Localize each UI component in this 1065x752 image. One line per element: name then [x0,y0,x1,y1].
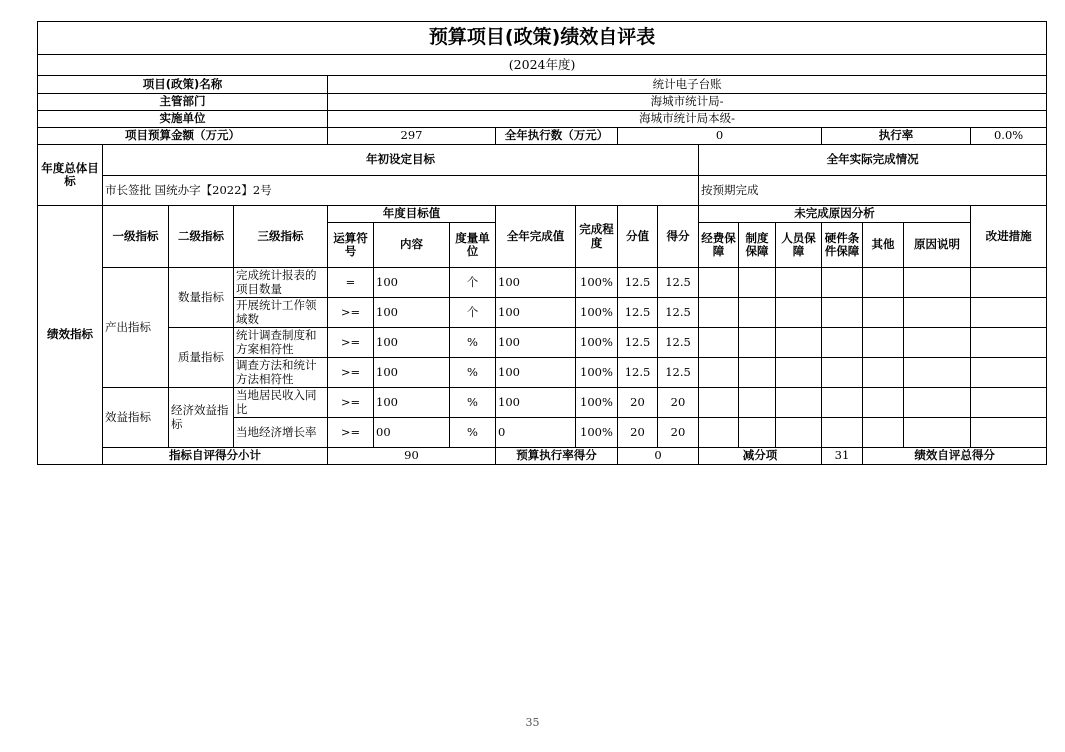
header-staff: 人员保障 [776,223,822,268]
indicator-completed: 100 [496,328,576,358]
indicator-content: 100 [374,328,450,358]
indicator-score: 12.5 [658,328,699,358]
indicator-unit: % [450,328,496,358]
indicator-degree: 100% [576,268,618,298]
indicator-degree: 100% [576,328,618,358]
indicator-value: 12.5 [618,328,658,358]
indicator-name: 当地经济增长率 [234,418,328,448]
self-evaluation-table [37,21,1047,465]
header-measures: 改进措施 [971,206,1047,268]
table-row [38,268,1047,298]
indicator-content: 100 [374,358,450,388]
header-level3: 三级指标 [234,206,328,268]
subtotal-label: 指标自评得分小计 [103,448,328,465]
header-hardware: 硬件条件保障 [822,223,863,268]
group-benefit: 效益指标 [103,388,169,448]
indicator-completed: 100 [496,358,576,388]
indicator-name: 完成统计报表的项目数量 [234,268,328,298]
indicator-name: 开展统计工作领域数 [234,298,328,328]
header-other: 其他 [863,223,904,268]
deduct-value: 31 [822,448,863,465]
rate-value: 0.0% [971,128,1047,145]
header-system: 制度保障 [739,223,776,268]
header-score: 得分 [658,206,699,268]
table-row [38,328,1047,358]
indicator-op: >= [328,328,374,358]
indicator-value: 20 [618,388,658,418]
header-unit: 度量单位 [450,223,496,268]
indicator-score: 12.5 [658,298,699,328]
indicator-op: >= [328,418,374,448]
perf-indicator-label: 绩效指标 [38,206,103,465]
exec-label: 全年执行数（万元） [496,128,618,145]
exec-value: 0 [618,128,822,145]
indicator-content: 100 [374,388,450,418]
indicator-degree: 100% [576,418,618,448]
indicator-content: 100 [374,298,450,328]
indicator-unit: % [450,388,496,418]
indicator-op: >= [328,388,374,418]
actual-completion-header: 全年实际完成情况 [699,145,1047,176]
indicator-score: 12.5 [658,358,699,388]
indicator-unit: 个 [450,298,496,328]
indicator-completed: 0 [496,418,576,448]
header-content: 内容 [374,223,450,268]
table-title: 预算项目(政策)绩效自评表 [38,22,1047,55]
indicator-op: >= [328,298,374,328]
project-name-label: 项目(政策)名称 [38,76,328,94]
dept-value: 海城市统计局- [328,94,1047,111]
header-reason: 未完成原因分析 [699,206,971,223]
table-subtitle: (2024年度) [38,55,1047,76]
budget-label: 项目预算金额（万元） [38,128,328,145]
page-number: 35 [525,716,540,729]
header-target: 年度目标值 [328,206,496,223]
indicator-unit: 个 [450,268,496,298]
initial-goal-header: 年初设定目标 [103,145,699,176]
header-funding: 经费保障 [699,223,739,268]
indicator-score: 12.5 [658,268,699,298]
indicator-value: 20 [618,418,658,448]
unit-label: 实施单位 [38,111,328,128]
budget-score-label: 预算执行率得分 [496,448,618,465]
indicator-score: 20 [658,418,699,448]
indicator-completed: 100 [496,298,576,328]
total-label: 绩效自评总得分 [863,448,1047,465]
indicator-content: 100 [374,268,450,298]
indicator-op: = [328,268,374,298]
project-name-value: 统计电子台账 [328,76,1047,94]
indicator-value: 12.5 [618,358,658,388]
annual-goal-label: 年度总体目标 [38,145,103,206]
indicator-completed: 100 [496,388,576,418]
indicator-unit: % [450,418,496,448]
indicator-op: >= [328,358,374,388]
budget-value: 297 [328,128,496,145]
group-quality: 质量指标 [169,328,234,388]
indicator-score: 20 [658,388,699,418]
group-economic: 经济效益指标 [169,388,234,448]
indicator-name: 调查方法和统计方法相符性 [234,358,328,388]
header-completed: 全年完成值 [496,206,576,268]
indicator-value: 12.5 [618,268,658,298]
budget-score-value: 0 [618,448,699,465]
header-level2: 二级指标 [169,206,234,268]
actual-completion-value: 按预期完成 [699,176,1047,206]
indicator-value: 12.5 [618,298,658,328]
deduct-label: 减分项 [699,448,822,465]
group-output: 产出指标 [103,268,169,388]
group-quantity: 数量指标 [169,268,234,328]
indicator-name: 当地居民收入同比 [234,388,328,418]
initial-goal-value: 市长签批 国统办字【2022】2号 [103,176,699,206]
unit-value: 海城市统计局本级- [328,111,1047,128]
indicator-content: 00 [374,418,450,448]
header-explain: 原因说明 [904,223,971,268]
header-level1: 一级指标 [103,206,169,268]
header-degree: 完成程度 [576,206,618,268]
dept-label: 主管部门 [38,94,328,111]
header-score-value: 分值 [618,206,658,268]
indicator-name: 统计调查制度和方案相符性 [234,328,328,358]
header-op: 运算符号 [328,223,374,268]
indicator-degree: 100% [576,358,618,388]
indicator-completed: 100 [496,268,576,298]
indicator-degree: 100% [576,298,618,328]
indicator-degree: 100% [576,388,618,418]
subtotal-value: 90 [328,448,496,465]
indicator-unit: % [450,358,496,388]
rate-label: 执行率 [822,128,971,145]
table-row [38,388,1047,418]
